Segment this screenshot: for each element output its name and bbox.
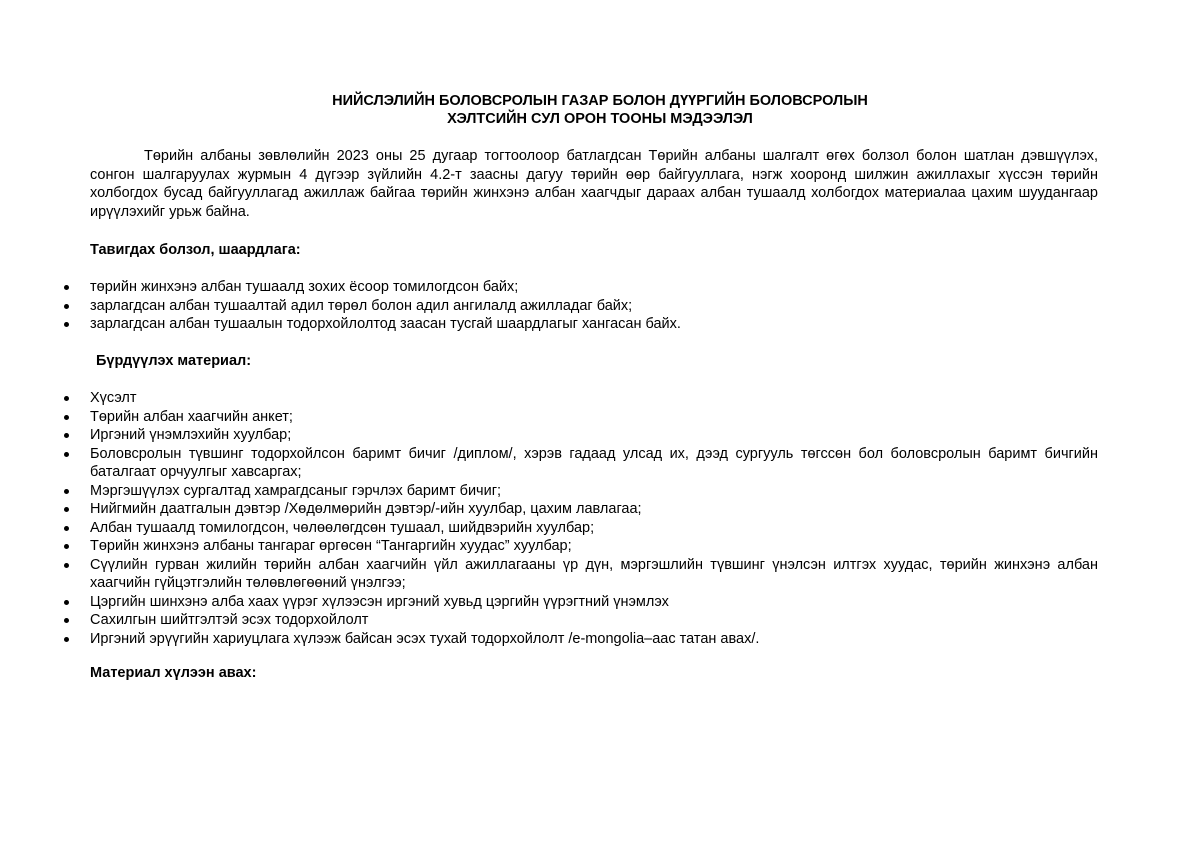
- list-item: [90, 408, 1098, 427]
- list-item-text: Төрийн жинхэнэ албаны тангараг өргөсөн “Тангаргийн хуудас” хуулбар;: [90, 538, 572, 554]
- document-title-line-1: НИЙСЛЭЛИЙН БОЛОВСРОЛЫН ГАЗАР БОЛОН ДҮҮРГИЙН БОЛОВСРОЛЫН: [332, 93, 868, 109]
- materials-list: [90, 389, 1098, 648]
- list-item-text: Сахилгын шийтгэлтэй эсэх тодорхойлолт: [90, 612, 369, 628]
- list-item: [90, 297, 1098, 316]
- bullet-icon: [64, 285, 69, 290]
- receive-materials-heading: Материал хүлээн авах:: [90, 665, 257, 681]
- list-item-text: Сүүлийн гурван жилийн төрийн албан хаагчийн үйл ажиллагааны үр дүн, мэргэшлийн түвшинг үнэлсэн илтгэх хуудас, төрийн жинхэнэ албан хаагчийн гүйцэтгэлийн төлөвлөгөөний үнэлгээ;: [90, 556, 1098, 591]
- list-item: [90, 611, 1098, 630]
- list-item-text: зарлагдсан албан тушаалтай адил төрөл болон адил ангилалд ажилладаг байх;: [90, 297, 633, 314]
- bullet-icon: [64, 507, 69, 512]
- list-item-text: Цэргийн шинхэнэ алба хаах үүрэг хүлээсэн иргэний хувьд цэргийн үүрэгтний үнэмлэх: [90, 593, 669, 610]
- list-item-text: Боловсролын түвшинг тодорхойлсон баримт бичиг /диплом/, хэрэв гадаад улсад их, дээд сургууль төгссөн бол боловсролын баримт бичгийн баталгаат орчуулгыг хавсаргах;: [90, 445, 1098, 480]
- list-item: [90, 593, 1098, 612]
- requirements-list: [90, 278, 1098, 334]
- bullet-icon: [64, 415, 69, 420]
- list-item: [90, 519, 1098, 538]
- bullet-icon: [64, 563, 69, 568]
- intro-paragraph: Төрийн албаны зөвлөлийн 2023 оны 25 дугаар тогтоолоор батлагдсан Төрийн албаны шалгалт өгөх болзол болон шатлан дэвшүүлэх, сонгон шалгаруулах журмын 4 дүгээр зүйлийн 4.2-т заасны дагуу төрийн өөр байгууллага, нэгж хооронд шилжин ажиллахыг хүссэн төрийн холбогдох бусад байгууллагад ажиллаж байгаа төрийн жинхэнэ албан хаагчдыг дараах албан тушаалд холбогдох материалаа цахим шуудангаар ирүүлэхийг урьж байна.: [90, 148, 1098, 220]
- bullet-icon: [64, 452, 69, 457]
- bullet-icon: [64, 637, 69, 642]
- bullet-icon: [64, 618, 69, 623]
- list-item-text: Мэргэшүүлэх сургалтад хамрагдсаныг гэрчлэх баримт бичиг;: [90, 482, 502, 499]
- list-item: [90, 630, 1098, 649]
- bullet-icon: [64, 544, 69, 549]
- bullet-icon: [64, 433, 69, 438]
- list-item-text: төрийн жинхэнэ албан тушаалд зохих ёсоор томилогдсон байх;: [90, 279, 519, 295]
- list-item-text: зарлагдсан албан тушаалын тодорхойлолтод заасан тусгай шаардлагыг хангасан байх.: [90, 316, 681, 332]
- bullet-icon: [64, 322, 69, 327]
- list-item: [90, 482, 1098, 501]
- list-item-text: Иргэний эрүүгийн хариуцлага хүлээж байсан эсэх тухай тодорхойлолт /e-mongolia–аас татан авах/.: [90, 630, 760, 647]
- list-item: [90, 500, 1098, 519]
- list-item: [90, 445, 1098, 482]
- list-item-text: Нийгмийн даатгалын дэвтэр /Хөдөлмөрийн дэвтэр/-ийн хуулбар, цахим лавлагаа;: [90, 501, 642, 517]
- list-item: [90, 426, 1098, 445]
- document-title-line-2: ХЭЛТСИЙН СУЛ ОРОН ТООНЫ МЭДЭЭЛЭЛ: [447, 111, 753, 127]
- list-item: [90, 389, 1098, 408]
- materials-heading: Бүрдүүлэх материал:: [96, 353, 252, 369]
- list-item-text: Албан тушаалд томилогдсон, чөлөөлөгдсөн тушаал, шийдвэрийн хуулбар;: [90, 519, 595, 536]
- bullet-icon: [64, 600, 69, 605]
- list-item: [90, 556, 1098, 593]
- list-item-text: Иргэний үнэмлэхийн хуулбар;: [90, 427, 292, 443]
- list-item: [90, 315, 1098, 334]
- requirements-heading: Тавигдах болзол, шаардлага:: [90, 242, 301, 258]
- list-item-text: Төрийн албан хаагчийн анкет;: [90, 408, 293, 425]
- list-item: [90, 537, 1098, 556]
- bullet-icon: [64, 526, 69, 531]
- bullet-icon: [64, 396, 69, 401]
- bullet-icon: [64, 304, 69, 309]
- list-item-text: Хүсэлт: [90, 390, 137, 406]
- bullet-icon: [64, 489, 69, 494]
- list-item: [90, 278, 1098, 297]
